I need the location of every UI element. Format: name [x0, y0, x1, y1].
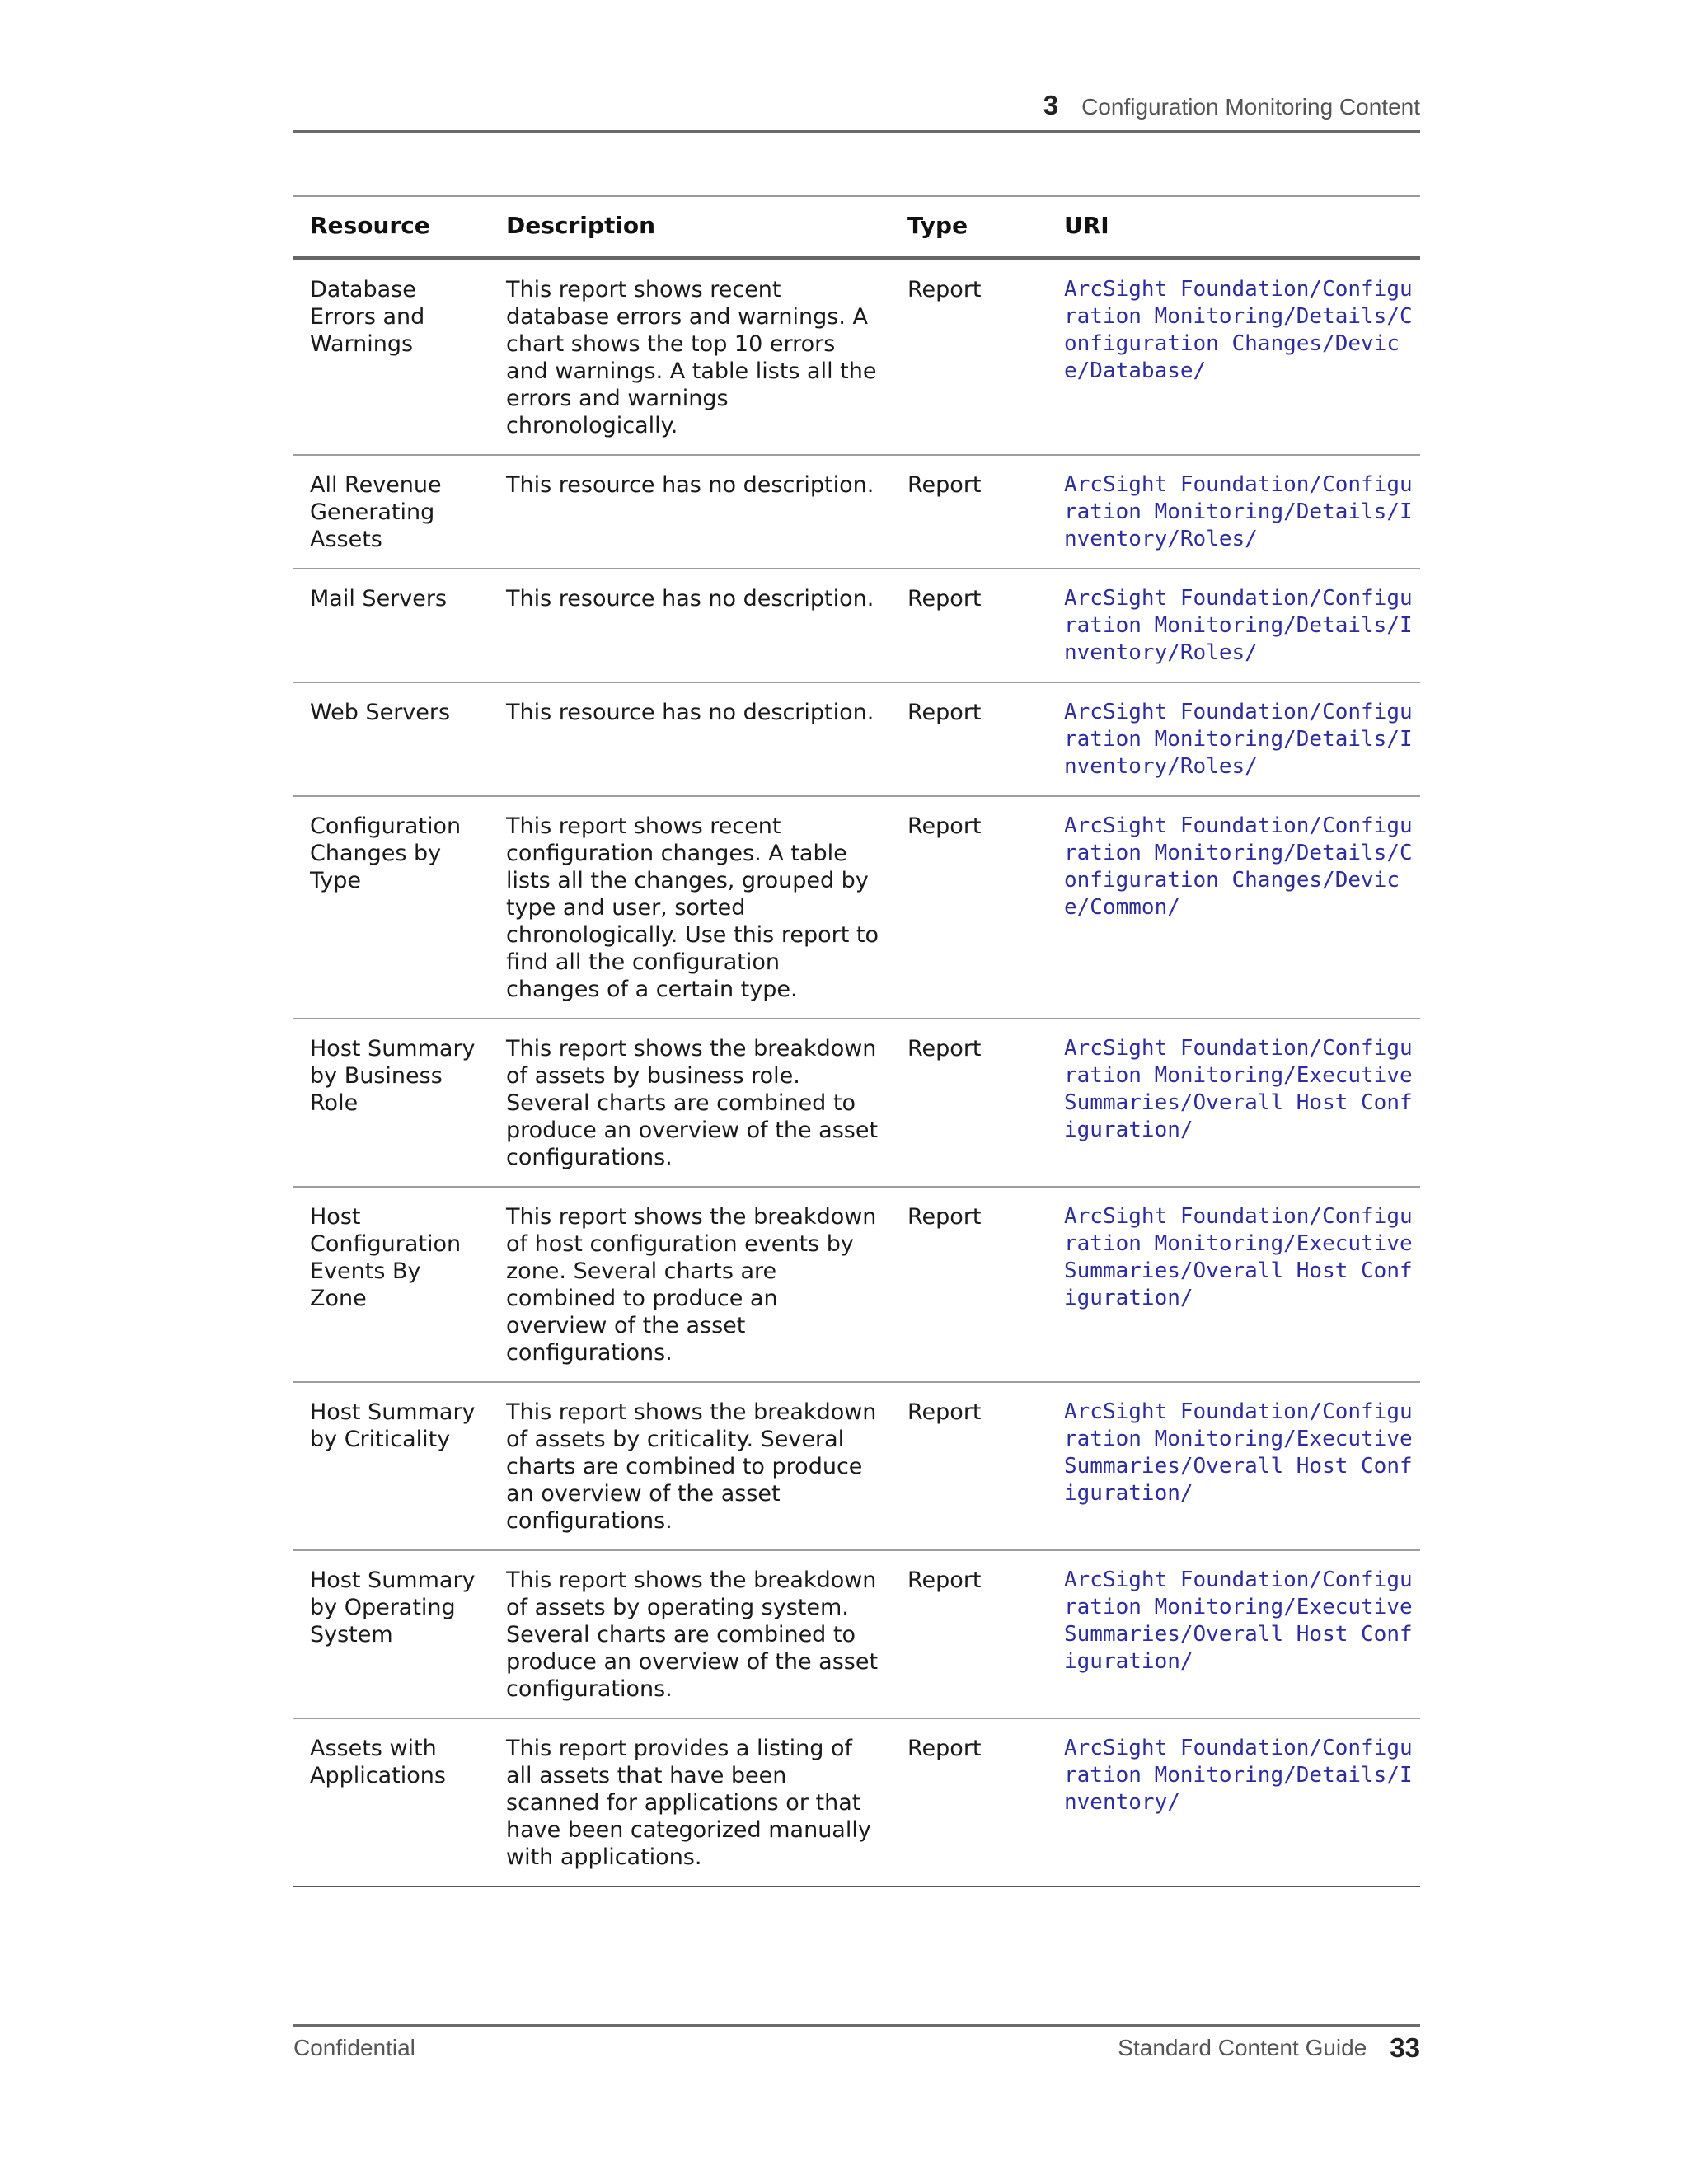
guide-title: Standard Content Guide [1118, 2035, 1367, 2060]
page-number: 33 [1390, 2032, 1420, 2063]
description-cell: This resource has no description. [490, 455, 891, 569]
type-cell: Report [891, 1019, 1048, 1187]
table-row [293, 1019, 1420, 1187]
uri-cell: ArcSight Foundation/Configuration Monitoring/Details/Inventory/Roles/ [1048, 682, 1420, 796]
type-cell: Report [891, 1718, 1048, 1886]
resource-cell: Configuration Changes by Type [293, 796, 490, 1019]
resource-cell: Web Servers [293, 682, 490, 796]
uri-cell: ArcSight Foundation/Configuration Monitoring/Executive Summaries/Overall Host Configuration/ [1048, 1382, 1420, 1550]
table-row [293, 259, 1420, 456]
table-row [293, 569, 1420, 682]
uri-cell: ArcSight Foundation/Configuration Monitoring/Executive Summaries/Overall Host Configuration/ [1048, 1550, 1420, 1718]
table-row [293, 796, 1420, 1019]
type-cell: Report [891, 259, 1048, 456]
description-cell: This report shows recent database errors and warnings. A chart shows the top 10 errors and warnings. A table lists all the errors and warnings chronologically. [490, 259, 891, 456]
type-cell: Report [891, 682, 1048, 796]
uri-cell: ArcSight Foundation/Configuration Monitoring/Details/Inventory/Roles/ [1048, 569, 1420, 682]
table-row [293, 1382, 1420, 1550]
resource-cell: All Revenue Generating Assets [293, 455, 490, 569]
description-cell: This resource has no description. [490, 569, 891, 682]
uri-cell: ArcSight Foundation/Configuration Monitoring/Details/Inventory/ [1048, 1718, 1420, 1886]
resource-cell: Host Summary by Business Role [293, 1019, 490, 1187]
column-header-type: Type [891, 196, 1048, 259]
table-row [293, 1550, 1420, 1718]
table-row [293, 682, 1420, 796]
resource-cell: Host Summary by Operating System [293, 1550, 490, 1718]
uri-cell: ArcSight Foundation/Configuration Monitoring/Executive Summaries/Overall Host Configuration/ [1048, 1019, 1420, 1187]
chapter-number: 3 [1043, 90, 1059, 120]
table-row [293, 455, 1420, 569]
chapter-title: Configuration Monitoring Content [1081, 94, 1420, 120]
type-cell: Report [891, 1550, 1048, 1718]
page-header [293, 89, 1420, 133]
confidential-label: Confidential [293, 2035, 415, 2060]
description-cell: This report shows the breakdown of assets by operating system. Several charts are combined to produce an overview of the asset configurations. [490, 1550, 891, 1718]
type-cell: Report [891, 796, 1048, 1019]
column-header-uri: URI [1048, 196, 1420, 259]
page-footer [293, 2024, 1420, 2064]
description-cell: This report provides a listing of all assets that have been scanned for applications or that have been categorized manually with applications. [490, 1718, 891, 1886]
resource-table [293, 195, 1420, 1887]
resource-cell: Mail Servers [293, 569, 490, 682]
column-header-description: Description [490, 196, 891, 259]
uri-cell: ArcSight Foundation/Configuration Monitoring/Details/Configuration Changes/Device/Common/ [1048, 796, 1420, 1019]
resource-cell: Database Errors and Warnings [293, 259, 490, 456]
description-cell: This report shows the breakdown of assets by business role. Several charts are combined to produce an overview of the asset configurations. [490, 1019, 891, 1187]
type-cell: Report [891, 569, 1048, 682]
table-row [293, 1718, 1420, 1886]
uri-cell: ArcSight Foundation/Configuration Monitoring/Details/Inventory/Roles/ [1048, 455, 1420, 569]
type-cell: Report [891, 1382, 1048, 1550]
description-cell: This resource has no description. [490, 682, 891, 796]
table-row [293, 1187, 1420, 1382]
type-cell: Report [891, 455, 1048, 569]
footer-right [1118, 2032, 1420, 2064]
uri-cell: ArcSight Foundation/Configuration Monitoring/Executive Summaries/Overall Host Configuration/ [1048, 1187, 1420, 1382]
resource-cell: Assets with Applications [293, 1718, 490, 1886]
type-cell: Report [891, 1187, 1048, 1382]
resource-cell: Host Configuration Events By Zone [293, 1187, 490, 1382]
description-cell: This report shows recent configuration changes. A table lists all the changes, grouped by type and user, sorted chronologically. Use this report to find all the configuration changes of a certain type. [490, 796, 891, 1019]
table-header-row [293, 196, 1420, 259]
description-cell: This report shows the breakdown of assets by criticality. Several charts are combined to produce an overview of the asset configurations. [490, 1382, 891, 1550]
resource-cell: Host Summary by Criticality [293, 1382, 490, 1550]
uri-cell: ArcSight Foundation/Configuration Monitoring/Details/Configuration Changes/Device/Database/ [1048, 259, 1420, 456]
description-cell: This report shows the breakdown of host configuration events by zone. Several charts are combined to produce an overview of the asset configurations. [490, 1187, 891, 1382]
column-header-resource: Resource [293, 196, 490, 259]
